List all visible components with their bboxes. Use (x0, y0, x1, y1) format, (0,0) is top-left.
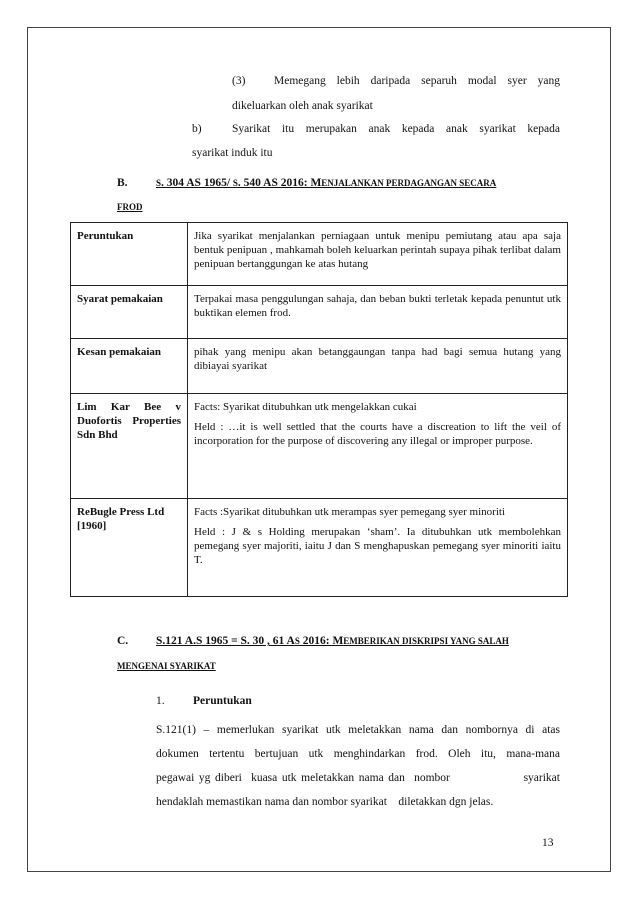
row-content: pihak yang menipu akan betanggaungan tanpa had bagi semua hutang yang dibiayai syarikat (188, 339, 568, 394)
row-content: Terpakai masa penggulungan sahaja, dan beban bukti terletak kepada penuntut utk buktikan elemen frod. (188, 286, 568, 339)
item-b-line-2: syarikat induk itu (192, 147, 273, 159)
item-b-number: b) (192, 123, 202, 135)
paragraph-line: hendaklah memastikan nama dan nombor syarikat diletakkan dgn jelas. (156, 796, 494, 808)
item-3-number: (3) (232, 75, 246, 87)
subsection-number: 1. (156, 695, 165, 707)
table-row (71, 339, 568, 394)
section-c-title-line-1: S.121 A.S 1965 = S. 30 , 61 AS 2016: MEMBERIKAN DISKRIPSI YANG SALAH (156, 635, 509, 647)
fraud-trading-table (70, 222, 568, 597)
item-3-line-2: dikeluarkan oleh anak syarikat (232, 100, 373, 112)
table-row (71, 286, 568, 339)
item-b-line-1: Syarikat itu merupakan anak kepada anak syarikat kepada (232, 123, 560, 135)
page-number: 13 (542, 837, 554, 849)
table-row (71, 223, 568, 286)
paragraph-line: dokumen tertentu bertujuan utk menghindarkan frod. Oleh itu, mana-mana (156, 748, 560, 760)
row-content: Facts: Syarikat ditubuhkan utk mengelakkan cukai Held : …it is well settled that the courts have a discreation to lift the veil of incorporation for the purpose of discovering any illegal or improper purpose. (188, 394, 568, 499)
row-header: Lim Kar Bee v Duofortis Properties Sdn Bhd (71, 394, 188, 499)
row-content: Jika syarikat menjalankan perniagaan untuk menipu pemiutang atau apa saja bentuk penipuan , mahkamah boleh keluarkan perintah supaya pihak terlibat dalam penipuan bertanggungan ke atas hutang (188, 223, 568, 286)
subsection-title: Peruntukan (193, 695, 252, 707)
row-header: Kesan pemakaian (71, 339, 188, 394)
row-header: ReBugle Press Ltd [1960] (71, 499, 188, 597)
section-b-letter: B. (117, 177, 128, 189)
section-c-title-line-2: MENGENAI SYARIKAT (117, 661, 216, 671)
section-b-title-line-1: S. 304 AS 1965/ S. 540 AS 2016: MENJALANKAN PERDAGANGAN SECARA (156, 177, 497, 189)
table-row (71, 394, 568, 499)
row-content: Facts :Syarikat ditubuhkan utk merampas syer pemegang syer minoriti Held : J & s Holding merupakan ‘sham’. Ia ditubuhkan utk membolehkan pemegang syer majoriti, iaitu J dan S menghapuskan pemegang syer minoriti iaitu T. (188, 499, 568, 597)
paragraph-line: S.121(1) – memerlukan syarikat utk meletakkan nama dan nombornya di atas (156, 724, 560, 736)
item-3-line-1: Memegang lebih daripada separuh modal syer yang (274, 75, 560, 87)
section-c-letter: C. (117, 635, 129, 647)
table-row (71, 499, 568, 597)
row-header: Peruntukan (71, 223, 188, 286)
provision-paragraph (156, 718, 560, 814)
section-b-title-line-2: FROD (117, 202, 143, 212)
row-header: Syarat pemakaian (71, 286, 188, 339)
paragraph-line: pegawai yg diberi kuasa utk meletakkan nama dan nombor syarikat (156, 772, 560, 784)
